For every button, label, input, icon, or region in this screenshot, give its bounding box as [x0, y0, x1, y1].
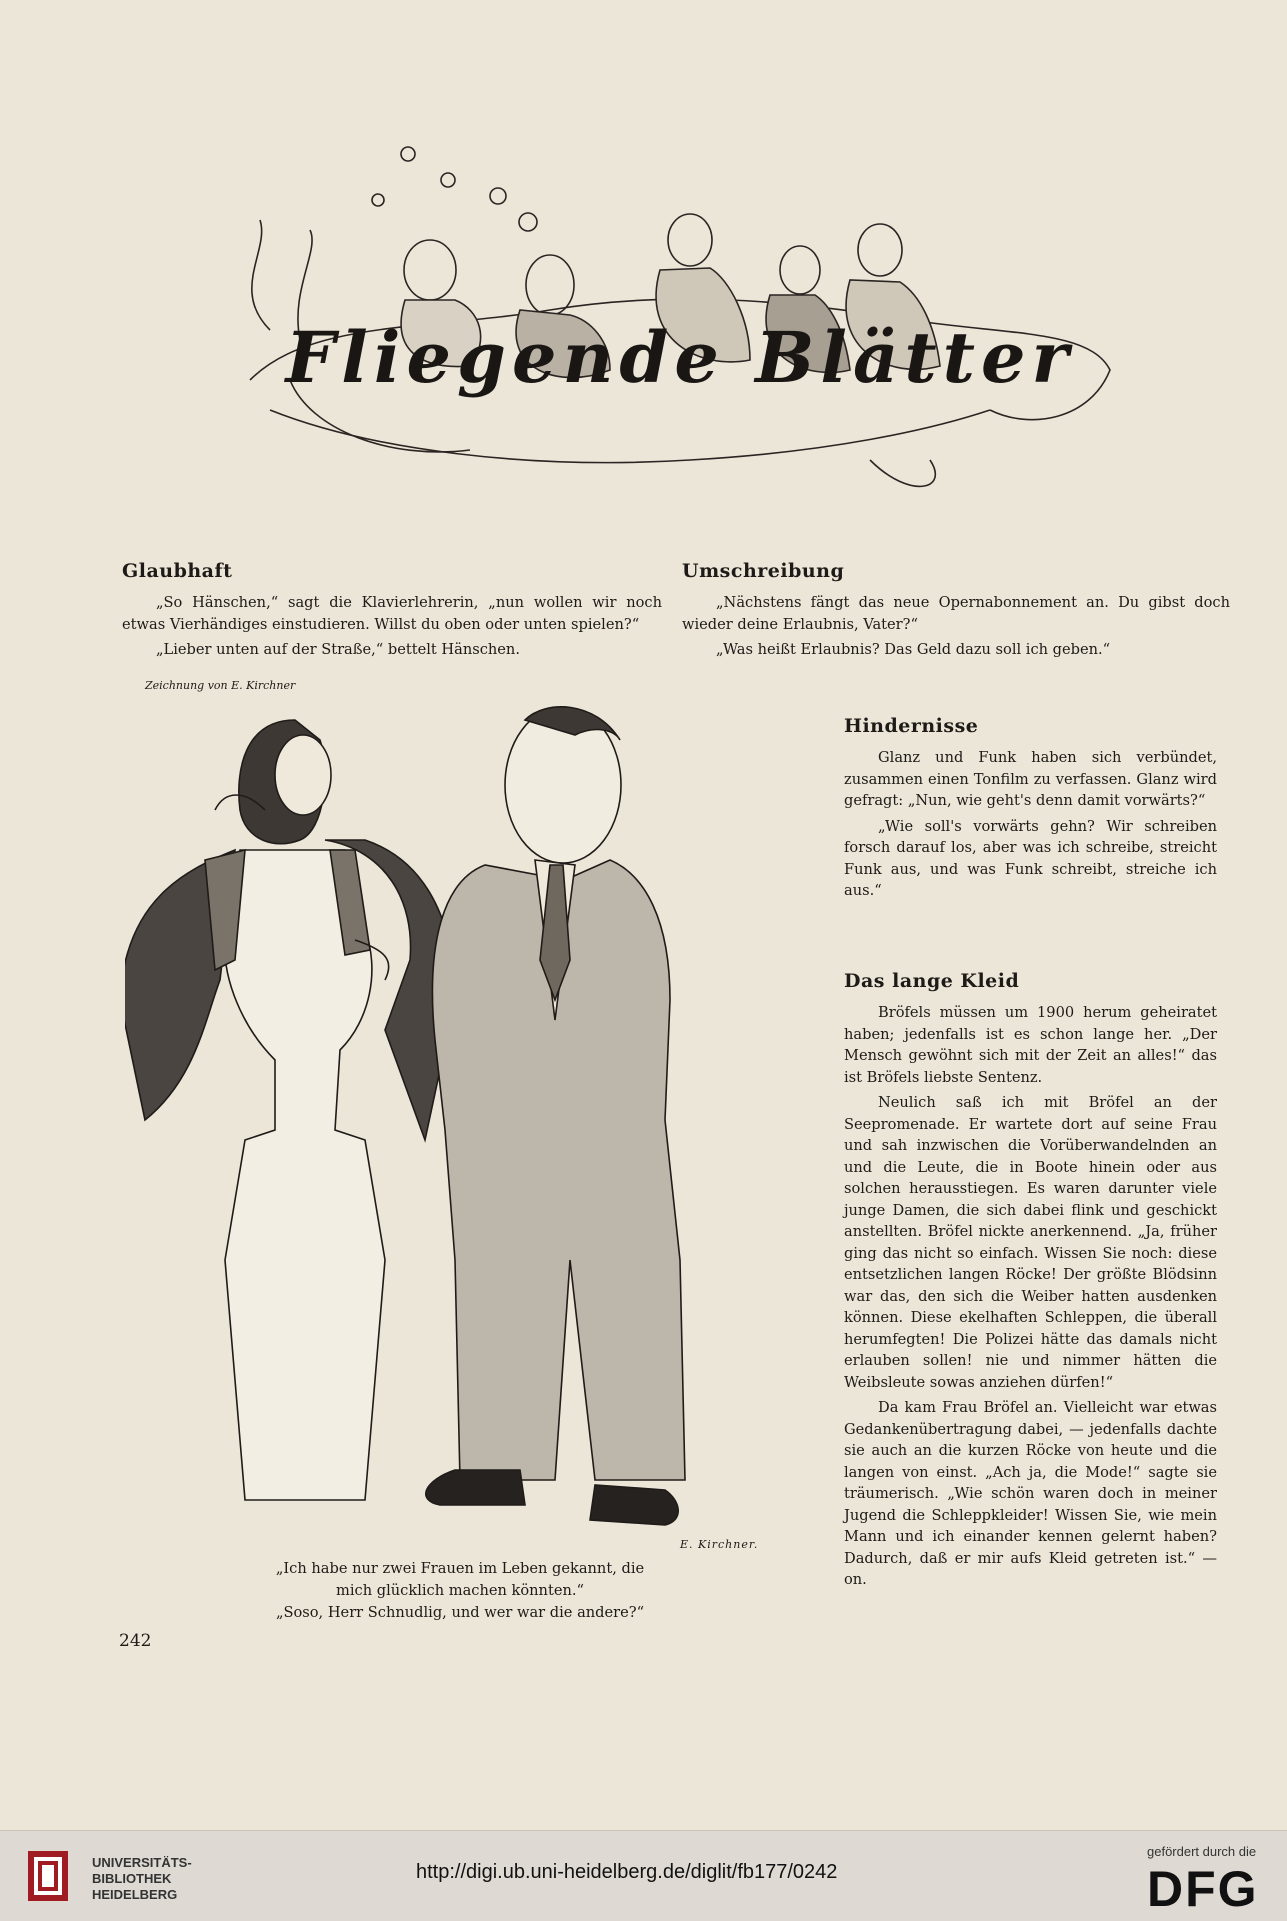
article-paragraph: „Wie soll's vorwärts gehn? Wir schreiben forsch darauf los, aber was ich schreibe, streicht Funk aus, und was Funk schreibt, streiche ich aus.“ — [844, 817, 1217, 899]
article-paragraph: Neulich saß ich mit Bröfel an der Seepromenade. Er wartete dort auf seine Frau und sah inzwischen die Vorüberwandelnden an und die Leute, die in Boote hinein oder aus solchen herausstiegen. Es waren darunter viele junge Damen, die sich dabei flink und geschickt anstellten. Bröfel nickte anerkennend. „Ja, früher ging das nicht so einfach. Wissen Sie noch: diese entsetzlichen langen Röcke! Der größte Blödsinn war das, den sich die Weiber hatten ausdenken können. Diese ekelhaften Schleppen, die überall herumfegten! Die Polizei hätte das damals nicht erlauben sollen! nie und nimmer hätten die Weibsleute sowas anziehen dürfen!“ — [844, 1094, 1217, 1391]
university-library-logo-icon — [22, 1845, 82, 1907]
article-paragraph: „Lieber unten auf der Straße,“ bettelt Hänschen. — [156, 641, 520, 658]
library-name: UNIVERSITÄTS- BIBLIOTHEK HEIDELBERG — [92, 1855, 192, 1902]
illustration-credit: Zeichnung von E. Kirchner — [145, 679, 296, 692]
footer-bar — [0, 1830, 1287, 1921]
illustration-caption — [240, 1558, 680, 1624]
dfg-logo: DFG — [1147, 1861, 1259, 1917]
cartoon-illustration — [125, 700, 805, 1570]
page-number: 242 — [119, 1631, 152, 1651]
illustration-signature: E. Kirchner. — [680, 1538, 759, 1551]
caption-line: „Soso, Herr Schnudlig, und wer war die andere?“ — [275, 1604, 645, 1621]
article-paragraph: Da kam Frau Bröfel an. Vielleicht war etwas Gedankenübertragung dabei, — jedenfalls dachte sie auch an die kurzen Röcke von heute und die langen von einst. „Ach ja, die Mode!“ sagte sie träumerisch. „Wie schön waren doch in meiner Jugend die Schleppkleider! Wissen Sie, wie mein Mann und ich einander kennen gelernt haben? Dadurch, daß er mir aufs Kleid getreten ist.“ —on. — [844, 1399, 1217, 1588]
article-das-lange-kleid — [844, 970, 1217, 1595]
masthead-title: Fliegende Blätter — [285, 316, 1075, 399]
article-title: Glaubhaft — [122, 560, 233, 582]
funded-by-text: gefördert durch die — [1147, 1844, 1257, 1859]
masthead-illustration — [230, 130, 1130, 510]
article-paragraph: Bröfels müssen um 1900 herum geheiratet haben; jedenfalls ist es schon lange her. „Der Mensch gewöhnt sich mit der Zeit an alles!“ das ist Bröfels liebste Sentenz. — [844, 1004, 1217, 1086]
caption-line: „Ich habe nur zwei Frauen im Leben gekannt, die — [275, 1560, 645, 1577]
article-umschreibung — [682, 560, 1230, 665]
article-paragraph: „So Hänschen,“ sagt die Klavierlehrerin, „nun wollen wir noch etwas Vierhändiges einstudieren. Willst du oben oder unten spielen?“ — [122, 594, 662, 633]
article-paragraph: „Nächstens fängt das neue Opernabonnement an. Du gibst doch wieder deine Erlaubnis, Vater?“ — [682, 594, 1230, 633]
article-title: Umschreibung — [682, 560, 845, 582]
article-glaubhaft — [122, 560, 662, 665]
caption-line: mich glücklich machen könnten.“ — [336, 1582, 584, 1599]
article-title: Das lange Kleid — [844, 970, 1020, 992]
article-title: Hindernisse — [844, 715, 979, 737]
source-url-link[interactable]: http://digi.ub.uni-heidelberg.de/diglit/fb177/0242 — [416, 1861, 838, 1883]
article-paragraph: „Was heißt Erlaubnis? Das Geld dazu soll ich geben.“ — [716, 641, 1111, 658]
article-hindernisse — [844, 715, 1217, 906]
article-paragraph: Glanz und Funk haben sich verbündet, zusammen einen Tonfilm zu verfassen. Glanz wird gefragt: „Nun, wie geht's denn damit vorwärts?“ — [844, 749, 1217, 809]
